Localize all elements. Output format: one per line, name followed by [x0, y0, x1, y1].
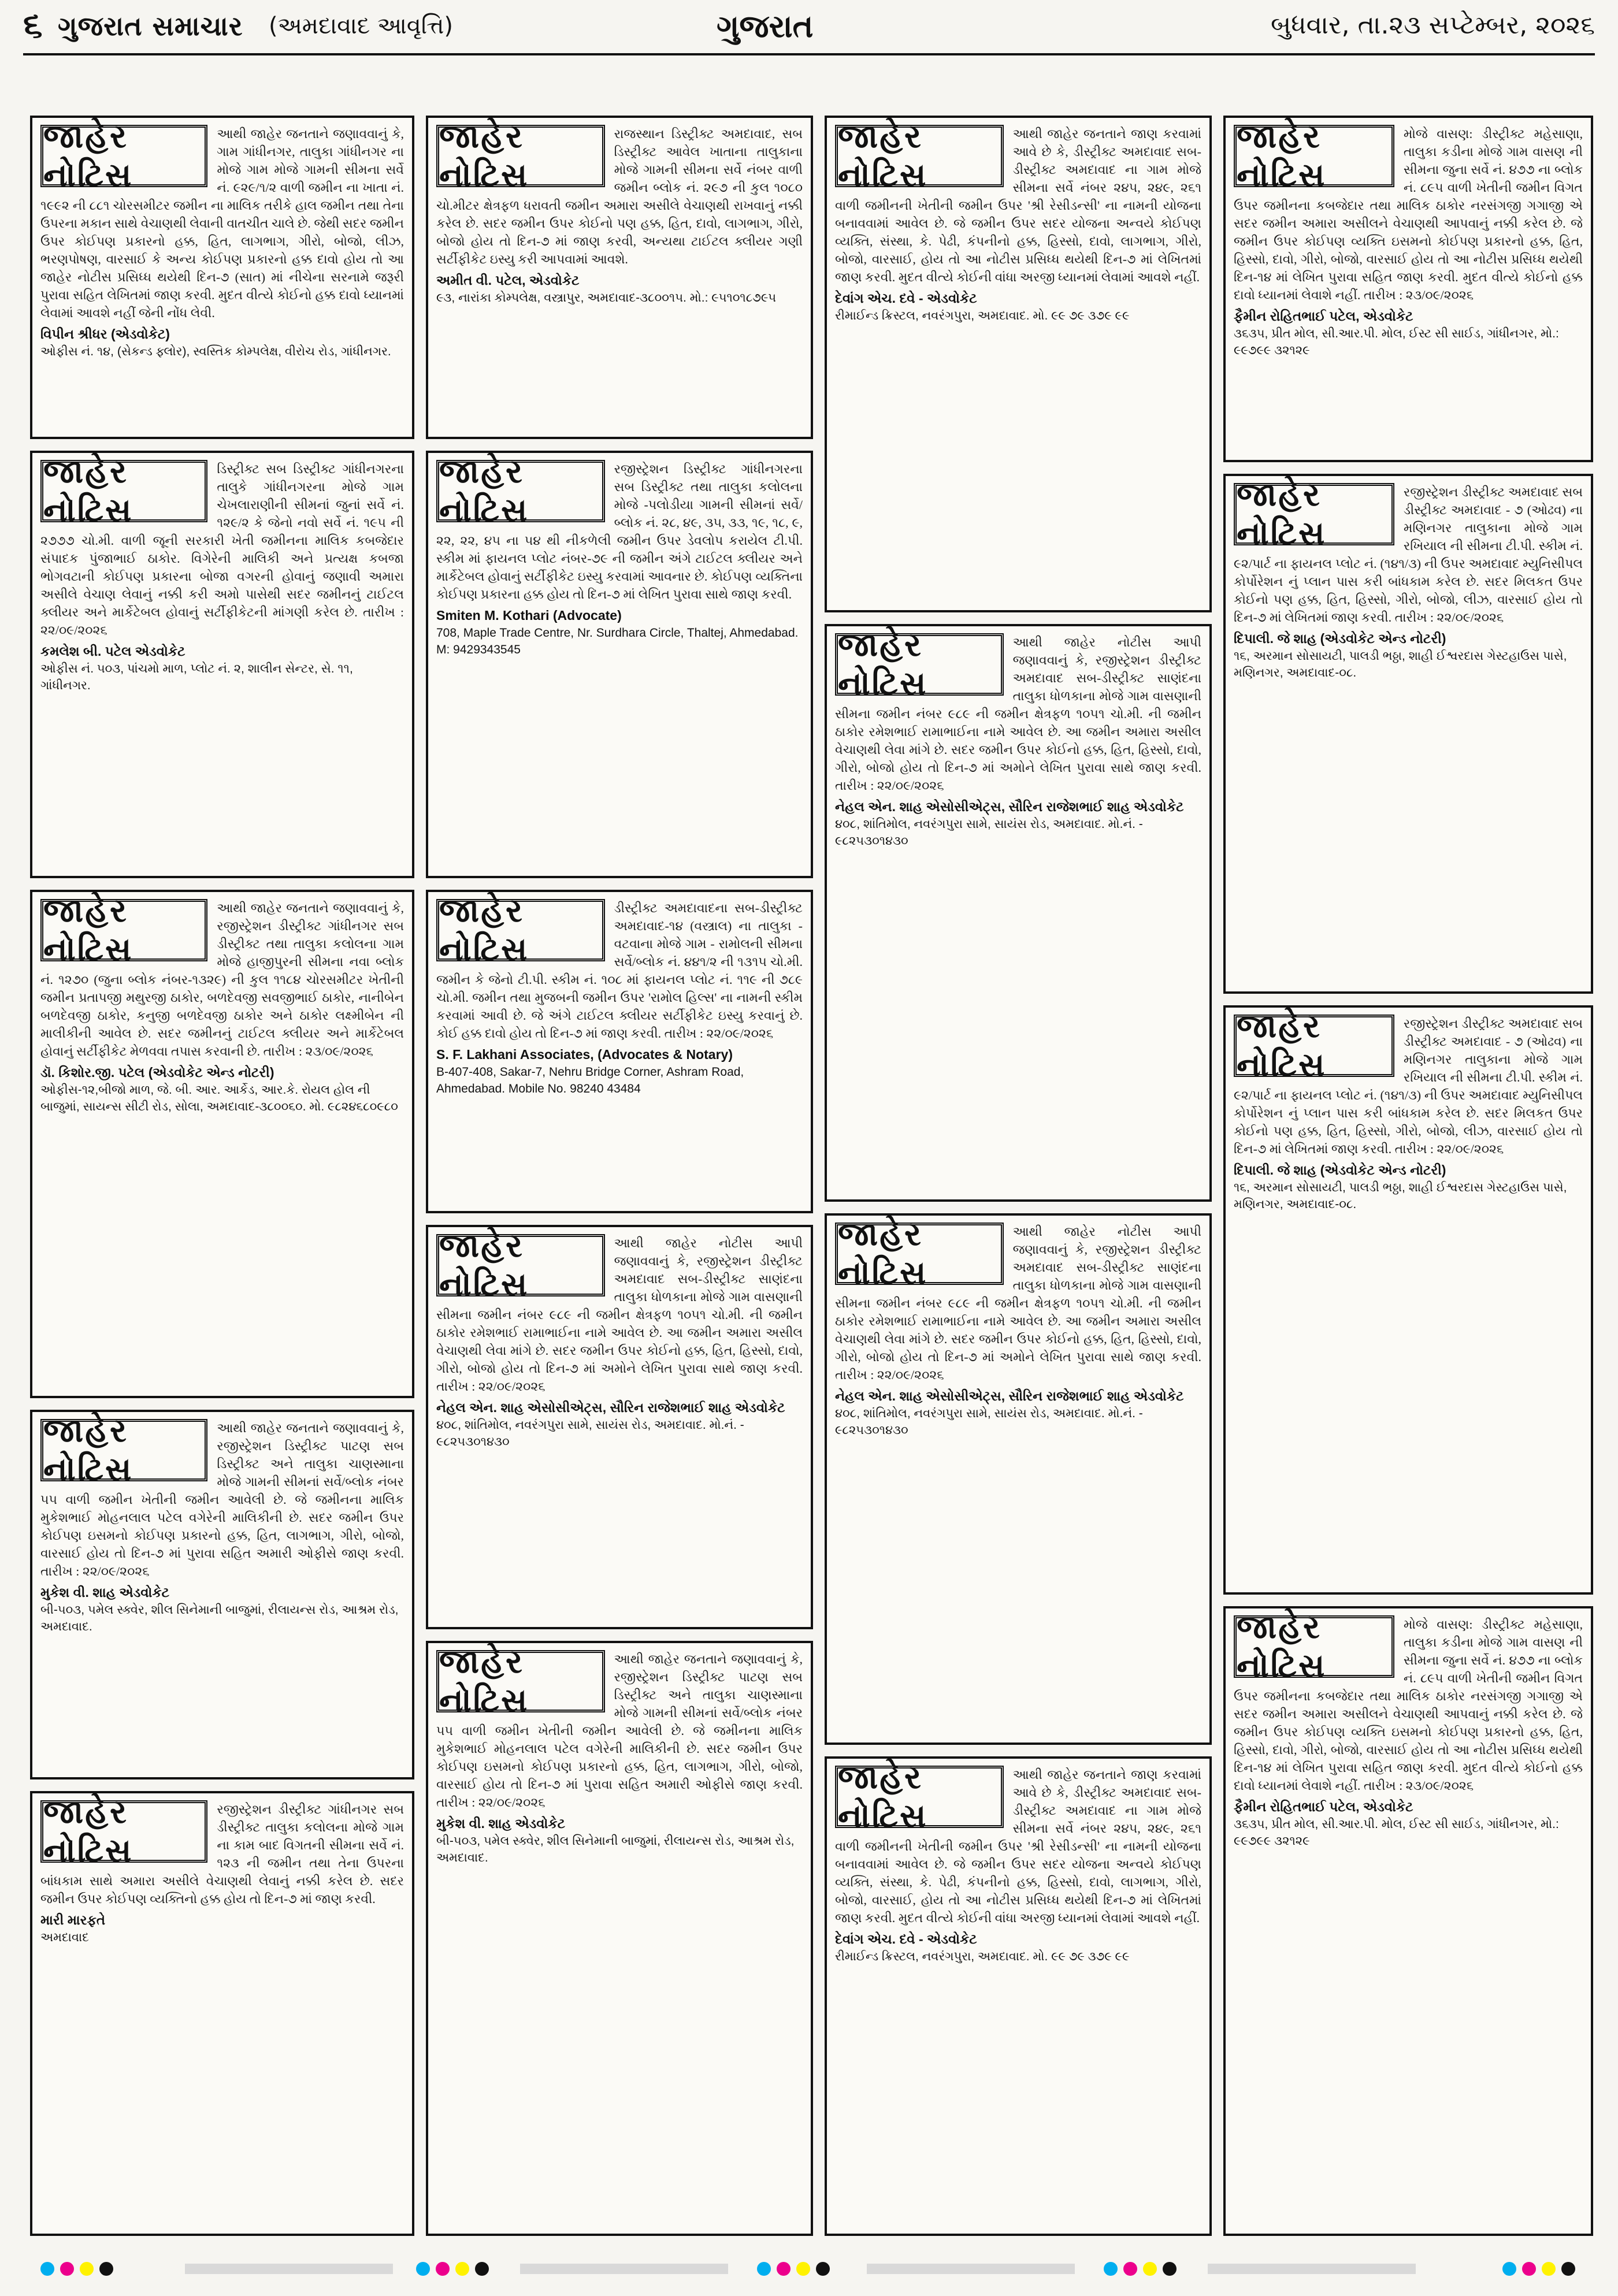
- page-number: ૬: [23, 5, 43, 45]
- notice-body: રજીસ્ટ્રેશન ડીસ્ટ્રીક્ટ ગાંધીનગર સબ ડીસ્ટ્રીક્ટ તાલુકા કલોલના મોજે ગામ ના કામ બાદ વિગતની સીમના સર્વે નં. ૧૨૩ ની જમીન તથા તેના ઉપરના બાંધકામ સાથે અમારા અસીલે વેચાણથી લેવાનું નક્કી કરેલ છે. સદર જમીન ઉપર કોઈપણ વ્યક્તિનો હક્ક હોય તો દિન-૭ માં જાણ કરવી.: [40, 1802, 404, 1906]
- notice-11: [30, 1410, 414, 1779]
- notice-signature: દિપાલી. જે શાહ (એડવોકેટ એન્ડ નોટરી): [1234, 631, 1446, 646]
- notice-9b: [825, 624, 1212, 1202]
- notice-heading: જાહેર નોટિસ: [835, 1223, 1004, 1285]
- notice-signature: મુકેશ વી. શાહ એડવોકેટ: [436, 1816, 565, 1831]
- black-dot: [475, 2262, 489, 2276]
- section-title: ગુજરાત: [717, 8, 814, 44]
- page-header: [0, 0, 1618, 53]
- notice-signature: નેહલ એન. શાહ એસોસીએટ્સ, સૌરિન રાજેશભાઈ શાહ એડવોકેટ: [835, 1388, 1184, 1403]
- notice-6: [426, 451, 813, 878]
- magenta-dot: [60, 2262, 74, 2276]
- black-dot: [1163, 2262, 1177, 2276]
- notice-address: ૩૬૩૫, પ્રીત મોલ, સી.આર.પી. મોલ, ઈસ્ટ સી સાઈડ, ગાંધીનગર, મો.: ૯૯૭૯૯ ૩૨૧૨૯: [1234, 327, 1559, 357]
- yellow-dot: [1143, 2262, 1157, 2276]
- yellow-dot: [796, 2262, 810, 2276]
- notice-9c: [825, 1213, 1212, 1745]
- notice-body: આથી જાહેર નોટીસ આપી જણાવવાનું કે, રજીસ્ટ્રેશન ડીસ્ટ્રીક્ટ અમદાવાદ સબ-ડીસ્ટ્રીક્ટ સાણંદના તાલુકા ધોળકાના મોજે ગામ વાસણાની સીમના જમીન નંબર ૯૮૯ ની જમીન ક્ષેત્રફળ ૧૦૫૧ ચો.મી. ની જમીન ઠાકોર રમેશભાઈ રામાભાઈના નામે આવેલ છે. આ જમીન અમારા અસીલ વેચાણથી લેવા માંગે છે. સદર જમીન ઉપર કોઈનો હક્ક, હિત, હિસ્સો, દાવો, ગીરો, બોજો હોય તો દિન-૭ માં અમોને લેખિત પુરાવા સાથે જાણ કરવી. તારીખ : ૨૨/૦૯/૨૦૨૬: [436, 1236, 803, 1394]
- notice-heading: જાહેર નોટિસ: [436, 125, 605, 187]
- paper-name: ગુજરાત સમાચાર: [58, 10, 243, 42]
- notice-heading: જાહેર નોટિસ: [1234, 1615, 1394, 1678]
- notice-address: 708, Maple Trade Centre, Nr. Surdhara Circle, Thaltej, Ahmedabad. M: 9429343545: [436, 626, 799, 656]
- notice-address: અમદાવાદ: [40, 1931, 89, 1944]
- notice-heading: જાહેર નોટિસ: [1234, 125, 1394, 187]
- notice-signature: નેહલ એન. શાહ એસોસીએટ્સ, સૌરિન રાજેશભાઈ શાહ એડવોકેટ: [436, 1400, 785, 1415]
- notice-heading: જાહેર નોટિસ: [40, 1419, 207, 1481]
- notice-signature: દેવાંગ એચ. દવે - એડવોકેટ: [835, 1931, 977, 1946]
- notice-signature: ડૉ. કિશોર.જી. પટેલ (એડવોકેટ એન્ડ નોટરી): [40, 1065, 274, 1080]
- notice-body: ડીસ્ટ્રીક્ટ અમદાવાદના સબ-ડીસ્ટ્રીક્ટ અમદાવાદ-૧૪ (વસ્ત્રાલ) ના તાલુકા - વટવાના મોજે ગામ - રામોલની સીમના સર્વે/બ્લોક નં. ૪૪૧/૨ ની ૧૩૧૫ ચો.મી. જમીન કે જેનો ટી.પી. સ્કીમ નં. ૧૦૮ માં ફાયનલ પ્લોટ નં. ૧૧૯ ની ૭૮૯ ચો.મી. જમીન તથા મુજબની જમીન ઉપર 'રામોલ હિલ્સ' ના નામની સ્કીમ કરવામાં આવી છે. જે અંગે ટાઈટલ ક્લીયર સર્ટીફીકેટ ઇસ્યુ કરવાનું છે. કોઈ હક્ક દાવો હોય તો દિન-૭ માં જાણ કરવી. તારીખ : ૨૨/૦૯/૨૦૨૬: [436, 901, 803, 1041]
- notice-2: [426, 116, 813, 439]
- notice-signature: Smiten M. Kothari (Advocate): [436, 608, 622, 623]
- notice-address: ૪૦૮, શાંતિમોલ, નવરંગપુરા સામે, સાયંસ રોડ, અમદાવાદ. મો.નં. - ૯૮૨૫૩૦૧૪૩૦: [835, 818, 1143, 848]
- notice-address: ૧૬, અરમાન સોસાયટી, પાલડી ભઠ્ઠા, શાહી ઈશ્વરદાસ ગેસ્ટહાઉસ પાસે, મણિનગર, અમદાવાદ-૦૮.: [1234, 1181, 1567, 1211]
- notice-4: [1223, 116, 1593, 462]
- notice-signature: ફૈમીન રોહિતભાઈ પટેલ, એડવોકેટ: [1234, 1799, 1413, 1814]
- notice-body: રજીસ્ટ્રેશન ડીસ્ટ્રીક્ટ અમદાવાદ સબ ડીસ્ટ્રીક્ટ અમદાવાદ - ૭ (ઓઢવ) ના મણિનગર તાલુકાના મોજે ગામ રખિયાલ ની સીમના ટી.પી. સ્કીમ નં. ૯૨/પાર્ટ ના ફાયનલ પ્લોટ નં. (૧૪૧/૩) ની ઉપર અમદાવાદ મ્યુનિસીપલ કોર્પોરેશન નું પ્લાન પાસ કરી બાંધકામ કરેલ છે. સદર મિલકત ઉપર કોઈનો પણ હક્ક, હિત, હિસ્સો, ગીરો, બોજો, લીઝ, વારસાઈ હોય તો દિન-૭ માં લેખિતમાં જાણ કરવી. તારીખ : ૨૨/૦૯/૨૦૨૬: [1234, 485, 1583, 625]
- notice-signature: દેવાંગ એચ. દવે - એડવોકેટ: [835, 291, 977, 306]
- notice-10b: [1223, 1005, 1593, 1595]
- notice-body: આથી જાહેર નોટીસ આપી જણાવવાનું કે, રજીસ્ટ્રેશન ડીસ્ટ્રીક્ટ અમદાવાદ સબ-ડીસ્ટ્રીક્ટ સાણંદના તાલુકા ધોળકાના મોજે ગામ વાસણાની સીમના જમીન નંબર ૯૮૯ ની જમીન ક્ષેત્રફળ ૧૦૫૧ ચો.મી. ની જમીન ઠાકોર રમેશભાઈ રામાભાઈના નામે આવેલ છે. આ જમીન અમારા અસીલ વેચાણથી લેવા માંગે છે. સદર જમીન ઉપર કોઈનો હક્ક, હિત, હિસ્સો, દાવો, ગીરો, બોજો હોય તો દિન-૭ માં અમોને લેખિત પુરાવા સાથે જાણ કરવી. તારીખ : ૨૨/૦૯/૨૦૨૬: [835, 635, 1201, 793]
- yellow-dot: [80, 2262, 94, 2276]
- notice-body: આથી જાહેર જનતાને જણાવવાનું કે, રજીસ્ટ્રેશન ડિસ્ટ્રીક્ટ પાટણ સબ ડિસ્ટ્રીક્ટ અને તાલુકા ચાણસ્માના મોજે ગામની સીમનાં સર્વે/બ્લોક નંબર ૫૫ વાળી જમીન ખેતીની જમીન આવેલી છે. જે જમીનના માલિક મુકેશભાઈ મોહનલાલ પટેલ વગેરેની માલિકીની છે. સદર જમીન ઉપર કોઈપણ ઇસમનો કોઈપણ પ્રકારનો હક્ક, હિત, લાગભાગ, ગીરો, બોજો, વારસાઈ હોય તો દિન-૭ માં પુરાવા સહિત અમારી ઓફીસે જાણ કરવી. તારીખ : ૨૨/૦૯/૨૦૨૬: [436, 1652, 803, 1810]
- notice-body: આથી જાહેર નોટીસ આપી જણાવવાનું કે, રજીસ્ટ્રેશન ડીસ્ટ્રીક્ટ અમદાવાદ સબ-ડીસ્ટ્રીક્ટ સાણંદના તાલુકા ધોળકાના મોજે ગામ વાસણાની સીમના જમીન નંબર ૯૮૯ ની જમીન ક્ષેત્રફળ ૧૦૫૧ ચો.મી. ની જમીન ઠાકોર રમેશભાઈ રામાભાઈના નામે આવેલ છે. આ જમીન અમારા અસીલ વેચાણથી લેવા માંગે છે. સદર જમીન ઉપર કોઈનો હક્ક, હિત, હિસ્સો, દાવો, ગીરો, બોજો હોય તો દિન-૭ માં અમોને લેખિત પુરાવા સાથે જાણ કરવી. તારીખ : ૨૨/૦૯/૨૦૨૬: [835, 1224, 1201, 1382]
- notice-address: ૧૬, અરમાન સોસાયટી, પાલડી ભઠ્ઠા, શાહી ઈશ્વરદાસ ગેસ્ટહાઉસ પાસે, મણિનગર, અમદાવાદ-૦૮.: [1234, 649, 1567, 679]
- notice-body: આથી જાહેર જનતાને જણાવવાનું કે, ગામ ગાંધીનગર, તાલુકા ગાંધીનગર ના મોજે ગામ મોજે ગામની સીમના સર્વે નં. ૯૨૯/૧/૨ વાળી જમીન ના ખાતા નં. ૧૯૯૨ ની ૮૮૧ ચોરસમીટર જમીન ના માલિક તરીકે હાલ જમીન તથા તેના ઉપરના મકાન સાથે વેચાણથી લેવાની વાતચીત ચાલે છે. જેથી સદર જમીન ઉપર કોઈપણ પ્રકારનો હક્ક, હિત, લાગભાગ, ગીરો, બોજો, લીઝ, ભરણપોષણ, વારસાઈ કે અન્ય કોઈપણ પ્રકારનો હક્ક દાવો હોય તો આ જાહેર નોટીસ પ્રસિધ્ધ થયેથી દિન-૭ (સાત) માં નીચેના સરનામે જરૂરી પુરાવા સહિત લેખિતમાં જાણ કરવી. મુદત વીત્યે કોઈનો હક્ક દાવો ધ્યાનમાં લેવામાં આવશે નહીં જેની નોંધ લેવી.: [40, 127, 404, 320]
- notice-heading: જાહેર નોટિસ: [835, 125, 1004, 187]
- notice-heading: જાહેર નોટિસ: [835, 1766, 1004, 1828]
- notice-body: આથી જાહેર જનતાને જણાવવાનું કે, રજીસ્ટ્રેશન ડીસ્ટ્રીક્ટ ગાંધીનગર સબ ડીસ્ટ્રીક્ટ તથા તાલુકા કલોલના ગામ મોજે હાજીપુરની સીમના નવા બ્લોક નં. ૧૨૭૦ (જુના બ્લોક નંબર-૧૩૨૯) ની કુલ ૧૧૮૪ ચોરસમીટર ખેતીની જમીન પ્રતાપજી મથુરજી ઠાકોર, બળદેવજી સવજીભાઈ ઠાકોર, નાનીબેન બળદેવજી ઠાકોર, કનુજી બળદેવજી ઠાકોર અને ઠાકોર લક્ષ્મીબેન ની માલીકીની આવેલ છે. સદર જમીનનું ટાઈટલ ક્લીયર અને માર્કેટેબલ હોવાનું સર્ટીફીકેટ મેળવવા તપાસ કરવાની છે. તારીખ : ૨૩/૦૯/૨૦૨૬: [40, 901, 404, 1058]
- notice-12: [30, 1791, 414, 2236]
- notice-address: ઓફીસ-૧૨,બીજો માળ, જે. બી. આર. આર્કેડ, આર.કે. રોયલ હોલ ની બાજુમાં, સાયન્સ સીટી રોડ, સોલા, અમદાવાદ-૩૮૦૦૬૦. મો. ૯૮૨૪૬૮૦૯૮૦: [40, 1083, 398, 1113]
- cyan-dot: [757, 2262, 771, 2276]
- notice-1: [30, 116, 414, 439]
- notice-address: ૪૦૮, શાંતિમોલ, નવરંગપુરા સામે, સાયંસ રોડ, અમદાવાદ. મો.નં. - ૯૮૨૫૩૦૧૪૩૦: [436, 1418, 744, 1448]
- magenta-dot: [777, 2262, 791, 2276]
- magenta-dot: [1123, 2262, 1137, 2276]
- notice-3b: [825, 1756, 1212, 2236]
- notice-signature: મુકેશ વી. શાહ એડવોકેટ: [40, 1585, 169, 1600]
- notice-9: [426, 1225, 813, 1629]
- cyan-dot: [40, 2262, 54, 2276]
- cyan-dot: [416, 2262, 430, 2276]
- notice-body: આથી જાહેર જનતાને જાણ કરવામાં આવે છે કે, ડીસ્ટ્રીક્ટ અમદાવાદ સબ-ડીસ્ટ્રીક્ટ અમદાવાદ ના ગામ મોજે સીમના સર્વે નંબર ૨૪૫, ૨૪૯, ૨૬૧ વાળી જમીનની ખેતીની જમીન ઉપર 'શ્રી રેસીડન્સી' ના નામની યોજના બનાવવામાં આવેલ છે. જે જમીન ઉપર સદર યોજના અન્વયે કોઈપણ વ્યક્તિ, સંસ્થા, કે. પેઢી, કંપનીનો હક્ક, હિસ્સો, દાવો, લાગભાગ, ગીરો, બોજો, વારસાઈ, હોય તો આ નોટીસ પ્રસિધ્ધ થયેથી દિન-૭ માં લેખિતમાં જાણ કરવી. મુદત વીત્યે કોઈની વાંધા અરજી ધ્યાનમાં લેવામાં આવશે નહીં.: [835, 1767, 1201, 1925]
- print-registration-marks: [0, 2256, 1618, 2291]
- notice-signature: દિપાલી. જે શાહ (એડવોકેટ એન્ડ નોટરી): [1234, 1162, 1446, 1177]
- notice-body: રાજસ્થાન ડિસ્ટ્રીક્ટ અમદાવાદ, સબ ડિસ્ટ્રીક્ટ આવેલ ખાતાના તાલુકાના મોજે ગામની સીમના સર્વે નંબર વાળી જમીન બ્લોક નં. ૨૯૭ ની કુલ ૧૦૮૦ ચો.મીટર ક્ષેત્રફળ ધરાવતી જમીન અમારા અસીલે વેચાણથી રાખવાનું નક્કી કરેલ છે. સદર જમીન ઉપર કોઈનો પણ હક્ક, હિત, દાવો, લાગભાગ, ગીરો, બોજો હોય તો દિન-૭ માં જાણ કરવી, અન્યથા ટાઈટલ ક્લીયર ગણી સર્ટીફીકેટ ઇસ્યુ કરી આપવામાં આવશે.: [436, 127, 803, 266]
- notice-heading: જાહેર નોટિસ: [40, 125, 207, 187]
- notice-body: મોજે વાસણ: ડીસ્ટ્રીક્ટ મહેસાણા, તાલુકા કડીના મોજે ગામ વાસણ ની સીમના જુના સર્વે નં. ૪૭૭ ના બ્લોક નં. ૮૯૫ વાળી ખેતીની જમીન વિગત ઉપર જમીનના કબજેદાર તથા માલિક ઠાકોર નરસંગજી ગગાજી એ સદર જમીન અમારા અસીલને વેચાણથી આપવાનું નક્કી કરેલ છે. જે જમીન ઉપર કોઈપણ વ્યક્તિ ઇસમનો કોઈપણ પ્રકારનો હક્ક, હિત, હિસ્સો, દાવો, ગીરો, બોજો, વારસાઈ હોય તો આ નોટીસ પ્રસિધ્ધ થયેથી દિન-૧૪ માં લેખિત પુરાવા સહિત જાણ કરવી. મુદત વીત્યે કોઈનો હક્ક દાવો ધ્યાનમાં લેવાશે નહીં. તારીખ : ૨૩/૦૯/૨૦૨૬: [1234, 127, 1583, 302]
- magenta-dot: [1522, 2262, 1536, 2276]
- notice-body: મોજે વાસણ: ડીસ્ટ્રીક્ટ મહેસાણા, તાલુકા કડીના મોજે ગામ વાસણ ની સીમના જુના સર્વે નં. ૪૭૭ ના બ્લોક નં. ૮૯૫ વાળી ખેતીની જમીન વિગત ઉપર જમીનના કબજેદાર તથા માલિક ઠાકોર નરસંગજી ગગાજી એ સદર જમીન અમારા અસીલને વેચાણથી આપવાનું નક્કી કરેલ છે. જે જમીન ઉપર કોઈપણ વ્યક્તિ ઇસમનો કોઈપણ પ્રકારનો હક્ક, હિત, હિસ્સો, દાવો, ગીરો, બોજો, વારસાઈ હોય તો આ નોટીસ પ્રસિધ્ધ થયેથી દિન-૧૪ માં લેખિત પુરાવા સહિત જાણ કરવી. મુદત વીત્યે કોઈનો હક્ક દાવો ધ્યાનમાં લેવાશે નહીં. તારીખ : ૨૩/૦૯/૨૦૨૬: [1234, 1617, 1583, 1793]
- notice-signature: S. F. Lakhani Associates, (Advocates & Notary): [436, 1047, 733, 1062]
- notice-signature: વિપીન શ્રીધર (એડવોકેટ): [40, 326, 170, 341]
- notice-signature: કમલેશ બી. પટેલ એડવોકેટ: [40, 644, 185, 659]
- notice-10: [1223, 474, 1593, 994]
- notice-signature: અમીત વી. પટેલ, એડવોકેટ: [436, 273, 580, 288]
- notice-heading: જાહેર નોટિસ: [40, 899, 207, 961]
- edition-label: (અમદાવાદ આવૃત્તિ): [269, 13, 454, 39]
- gray-bar: [1208, 2264, 1416, 2274]
- notice-11b: [426, 1641, 813, 2236]
- notice-address: રીમાઈન્ડ ક્રિસ્ટલ, નવરંગપુરા, અમદાવાદ. મો. ૯૯ ૭૯ ૩૭૯ ૯૯: [835, 1950, 1130, 1963]
- notice-address: B-407-408, Sakar-7, Nehru Bridge Corner, Ashram Road, Ahmedabad. Mobile No. 98240 43484: [436, 1065, 744, 1095]
- notice-body: આથી જાહેર જનતાને જાણ કરવામાં આવે છે કે, ડીસ્ટ્રીક્ટ અમદાવાદ સબ-ડીસ્ટ્રીક્ટ અમદાવાદ ના ગામ મોજે સીમના સર્વે નંબર ૨૪૫, ૨૪૯, ૨૬૧ વાળી જમીનની ખેતીની જમીન ઉપર 'શ્રી રેસીડન્સી' ના નામની યોજના બનાવવામાં આવેલ છે. જે જમીન ઉપર સદર યોજના અન્વયે કોઈપણ વ્યક્તિ, સંસ્થા, કે. પેઢી, કંપનીનો હક્ક, હિસ્સો, દાવો, લાગભાગ, ગીરો, બોજો, વારસાઈ, હોય તો આ નોટીસ પ્રસિધ્ધ થયેથી દિન-૭ માં લેખિતમાં જાણ કરવી. મુદત વીત્યે કોઈની વાંધા અરજી ધ્યાનમાં લેવામાં આવશે નહીં.: [835, 127, 1201, 284]
- notice-5: [30, 451, 414, 878]
- notice-body: ડિસ્ટ્રીક્ટ સબ ડિસ્ટ્રીક્ટ ગાંધીનગરના તાલુકે ગાંધીનગરના મોજે ગામ ચેખલારાણીની સીમનાં જુનાં સર્વે નં. ૧૨૯/૨ કે જેનો નવો સર્વે નં. ૧૯૫ ની ૨૭૭૭ ચો.મી. વાળી જૂની સરકારી ખેતી જમીનના માલિક કબજેદાર સંપાદક પુંજાભાઈ ઠાકોર. વિગેરેની માલિકી અને પ્રત્યક્ષ કબજા ભોગવટાની કોઈપણ પ્રકારના બોજા વગરની હોવાનું જણાવી અમારા અસીલે વેચાણ લેવાનું નક્કી કરી અમો પાસેથી સદર જમીનનું ટાઈટલ ક્લીયર અને માર્કેટેબલ હોવાનું સર્ટીફીકેટની માંગણી કરેલ છે. તારીખ : ૨૨/૦૯/૨૦૨૬: [40, 462, 404, 637]
- notice-address: ૩૬૩૫, પ્રીત મોલ, સી.આર.પી. મોલ, ઈસ્ટ સી સાઈડ, ગાંધીનગર, મો.: ૯૯૭૯૯ ૩૨૧૨૯: [1234, 1818, 1559, 1848]
- gray-bar: [185, 2264, 393, 2274]
- yellow-dot: [1542, 2262, 1556, 2276]
- gray-bar: [867, 2264, 1075, 2274]
- notice-heading: જાહેર નોટિસ: [1234, 483, 1394, 545]
- notice-7: [30, 890, 414, 1398]
- cyan-dot: [1502, 2262, 1516, 2276]
- notice-3: [825, 116, 1212, 612]
- notice-signature: નેહલ એન. શાહ એસોસીએટ્સ, સૌરિન રાજેશભાઈ શાહ એડવોકેટ: [835, 799, 1184, 814]
- yellow-dot: [455, 2262, 469, 2276]
- notice-address: બી-૫૦૩, ૫મેલ સ્ક્વેર, શીલ સિનેમાની બાજુમાં, રીલાયન્સ રોડ, આશ્રમ રોડ, અમદાવાદ.: [436, 1834, 795, 1864]
- notice-signature: મારી મારફતે: [40, 1912, 106, 1927]
- notice-heading: જાહેર નોટિસ: [40, 460, 207, 522]
- cyan-dot: [1104, 2262, 1118, 2276]
- black-dot: [99, 2262, 113, 2276]
- black-dot: [1561, 2262, 1575, 2276]
- notice-heading: જાહેર નોટિસ: [835, 633, 1004, 696]
- notice-4b: [1223, 1606, 1593, 2236]
- gray-bar: [520, 2264, 728, 2274]
- magenta-dot: [436, 2262, 450, 2276]
- notice-heading: જાહેર નોટિસ: [436, 1650, 605, 1712]
- notice-heading: જાહેર નોટિસ: [436, 1234, 605, 1296]
- black-dot: [816, 2262, 830, 2276]
- notice-address: ૪૦૮, શાંતિમોલ, નવરંગપુરા સામે, સાયંસ રોડ, અમદાવાદ. મો.નં. - ૯૮૨૫૩૦૧૪૩૦: [835, 1407, 1143, 1437]
- notice-body: આથી જાહેર જનતાને જણાવવાનું કે, રજીસ્ટ્રેશન ડિસ્ટ્રીક્ટ પાટણ સબ ડિસ્ટ્રીક્ટ અને તાલુકા ચાણસ્માના મોજે ગામની સીમનાં સર્વે/બ્લોક નંબર ૫૫ વાળી જમીન ખેતીની જમીન આવેલી છે. જે જમીનના માલિક મુકેશભાઈ મોહનલાલ પટેલ વગેરેની માલિકીની છે. સદર જમીન ઉપર કોઈપણ ઇસમનો કોઈપણ પ્રકારનો હક્ક, હિત, લાગભાગ, ગીરો, બોજો, વારસાઈ હોય તો દિન-૭ માં પુરાવા સહિત અમારી ઓફીસે જાણ કરવી. તારીખ : ૨૨/૦૯/૨૦૨૬: [40, 1421, 404, 1578]
- notice-heading: જાહેર નોટિસ: [436, 899, 605, 961]
- header-rule: [23, 53, 1595, 55]
- notice-heading: જાહેર નોટિસ: [436, 460, 605, 522]
- notice-8: [426, 890, 813, 1213]
- notice-heading: જાહેર નોટિસ: [40, 1800, 207, 1863]
- notice-address: ૯૩, નારાંકા કોમ્પલેક્ષ, વસ્ત્રાપુર, અમદાવાદ-૩૮૦૦૧૫. મો.: ૯૫૧૦૧૮૭૯૫: [436, 291, 777, 304]
- date-line: બુધવાર, તા.૨૩ સપ્ટેમ્બર, ૨૦૨૬: [1270, 10, 1595, 40]
- notice-address: ઓફીસ નં. ૫૦૩, પાંચમો માળ, પ્લોટ નં. ૨, શાલીન સેન્ટર, સે. ૧૧, ગાંધીનગર.: [40, 662, 353, 692]
- notice-address: બી-૫૦૩, ૫મેલ સ્ક્વેર, શીલ સિનેમાની બાજુમાં, રીલાયન્સ રોડ, આશ્રમ રોડ, અમદાવાદ.: [40, 1603, 399, 1633]
- notice-address: ઓફીસ નં. ૧૪, (સેકન્ડ ફ્લોર), સ્વસ્તિક કોમ્પલેક્ષ, વીરોચ રોડ, ગાંધીનગર.: [40, 345, 391, 358]
- notice-body: રજીસ્ટ્રેશન ડીસ્ટ્રીક્ટ અમદાવાદ સબ ડીસ્ટ્રીક્ટ અમદાવાદ - ૭ (ઓઢવ) ના મણિનગર તાલુકાના મોજે ગામ રખિયાલ ની સીમના ટી.પી. સ્કીમ નં. ૯૨/પાર્ટ ના ફાયનલ પ્લોટ નં. (૧૪૧/૩) ની ઉપર અમદાવાદ મ્યુનિસીપલ કોર્પોરેશન નું પ્લાન પાસ કરી બાંધકામ કરેલ છે. સદર મિલકત ઉપર કોઈનો પણ હક્ક, હિત, હિસ્સો, ગીરો, બોજો, લીઝ, વારસાઈ હોય તો દિન-૭ માં લેખિતમાં જાણ કરવી. તારીખ : ૨૨/૦૯/૨૦૨૬: [1234, 1016, 1583, 1156]
- notice-signature: ફૈમીન રોહિતભાઈ પટેલ, એડવોકેટ: [1234, 309, 1413, 324]
- notice-heading: જાહેર નોટિસ: [1234, 1015, 1394, 1077]
- notice-body: રજીસ્ટ્રેશન ડિસ્ટ્રીક્ટ ગાંધીનગરના સબ ડિસ્ટ્રીક્ટ તથા તાલુકા કલોલના મોજે -પલોડીયા ગામની સીમનાં સર્વે/બ્લોક નં. ૨૮, ૪૯, ૩૫, ૩૩, ૧૯, ૧૮, ૯, ૨૨, ૨૨, ૪૫ ના ૫૪ થી નીકળેલી જમીન ઉપર ડેવલોપ કરાયેલ ટી.પી. સ્કીમ માં ફાયનલ પ્લોટ નંબર-૭૯ ની જમીન અંગે ટાઈટલ ક્લીયર અને માર્કેટેબલ હોવાનું સર્ટીફીકેટ ઇસ્યુ કરવામાં આવનાર છે. કોઈપણ વ્યક્તિના કોઈપણ પ્રકારના હક્ક હોય તો દિન-૭ માં લેખિત પુરાવા સાથે જાણ કરવી.: [436, 462, 803, 601]
- notice-address: રીમાઈન્ડ ક્રિસ્ટલ, નવરંગપુરા, અમદાવાદ. મો. ૯૯ ૭૯ ૩૭૯ ૯૯: [835, 309, 1130, 322]
